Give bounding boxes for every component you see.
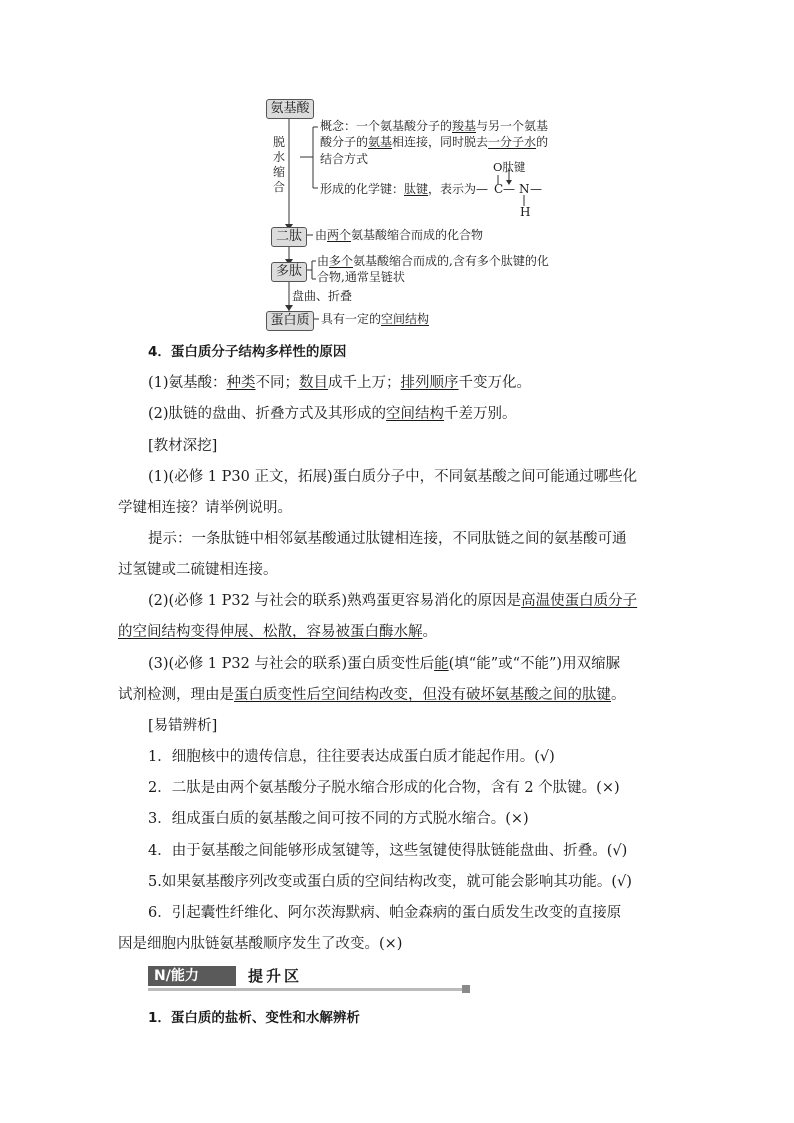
diagram-connectors [0, 0, 794, 340]
error-item-4: 4．由于氨基酸之间能够形成氢键等，这些氢键使得肽链能盘曲、折叠。(√) [148, 843, 628, 859]
question-2-line-2 [118, 622, 437, 642]
two-term: 两个 [327, 228, 352, 242]
dipeptide-box: 二肽 [271, 227, 307, 247]
bond-text: 形成的化学键： [320, 182, 405, 196]
error-item-6-line-2: 因是细胞内肽链氨基酸顺序发生了改变。(×) [118, 936, 403, 952]
answer-blank: 高温使蛋白质分子 [521, 593, 638, 609]
concept-text: 酸分子的 [320, 135, 369, 149]
answer-blank: 空间结构 [386, 406, 445, 422]
bond-line [320, 180, 488, 198]
improvement-section-label: 提升区 [248, 967, 303, 985]
protein-desc [321, 310, 429, 328]
bond-dash: — [503, 182, 515, 196]
folding-label: 盘曲、折叠 [292, 289, 353, 303]
concept-text: 相连接，同时脱去 [392, 135, 489, 149]
dipeptide-desc [315, 226, 483, 244]
amino-term: 氨基 [368, 135, 393, 149]
water-term: 一分子水 [488, 135, 537, 149]
question-2-line-1 [148, 591, 637, 611]
answer-blank: 种类 [226, 375, 256, 391]
polypeptide-box: 多肽 [271, 262, 307, 282]
concept-line-3: 结合方式 [320, 152, 369, 166]
text: 千差万别。 [444, 406, 517, 422]
dehydration-label [272, 135, 286, 195]
protein-box: 蛋白质 [266, 311, 314, 331]
question-1-line-2: 学键相连接？请举例说明。 [118, 500, 292, 516]
dehydration-char: 缩 [272, 165, 285, 179]
answer-blank: 蛋白质变性后空间结构改变，但没有破坏氨基酸之间的肽键 [234, 687, 611, 703]
section4-title: 4．蛋白质分子结构多样性的原因 [148, 344, 347, 360]
desc-text: 氨基酸缩合而成的化合物 [351, 228, 484, 242]
error-header: [易错辨析] [148, 718, 218, 734]
bond-formula-top: O肽键 [493, 160, 526, 174]
dehydration-char: 脱 [272, 135, 285, 149]
ability-banner [148, 966, 236, 986]
bond-nitrogen: N [519, 182, 530, 196]
answer-1-line-2: 过氢键或二硫键相连接。 [118, 562, 278, 578]
answer-blank: 能 [434, 656, 449, 672]
error-item-1: 1．细胞核中的遗传信息，往往要表达成蛋白质才能起作用。(√) [148, 749, 555, 765]
text: 试剂检测，理由是 [118, 687, 234, 703]
text: 千变万化。 [458, 375, 532, 391]
question-1-line-1: (1)(必修 1 P30 正文，拓展)蛋白质分子中，不同氨基酸之间可能通过哪些化 [148, 469, 638, 485]
text: 不同； [255, 375, 300, 391]
desc-text: 氨基酸缩合而成的,含有多个肽键的化 [353, 254, 549, 268]
text: (填“能”或“不能”)用双缩脲 [448, 656, 621, 672]
final-section-title: 1．蛋白质的盐析、变性和水解辨析 [148, 1010, 360, 1026]
question-3-line-2 [118, 685, 626, 705]
bond-dash: — [530, 182, 542, 196]
question-3-line-1 [148, 654, 620, 674]
spatial-structure-term: 空间结构 [381, 312, 430, 326]
textbook-header: [教材深挖] [148, 438, 218, 454]
text: (3)(必修 1 P32 与社会的联系)蛋白质变性后 [148, 656, 435, 672]
amino-acid-box: 氨基酸 [266, 99, 314, 119]
bond-text: ，表示为— [428, 182, 489, 196]
error-item-3: 3．组成蛋白质的氨基酸之间可按不同的方式脱水缩合。(×) [148, 811, 529, 827]
answer-blank: 的空间结构变得伸展、松散，容易被蛋白酶水解 [118, 624, 423, 640]
error-item-6-line-1: 6．引起囊性纤维化、阿尔茨海默病、帕金森病的蛋白质发生改变的直接原 [148, 905, 622, 921]
dehydration-text [272, 135, 286, 195]
answer-1-line-1: 提示：一条肽链中相邻氨基酸通过肽键相连接，不同肽链之间的氨基酸可通 [148, 531, 627, 547]
banner-text: N/能力 [154, 968, 199, 984]
many-term: 多个 [329, 254, 354, 268]
concept-text: 与另一个氨基 [476, 119, 549, 133]
text: (2)(必修 1 P32 与社会的联系)熟鸡蛋更容易消化的原因是 [148, 593, 522, 609]
text: (1)氨基酸： [148, 375, 227, 391]
peptide-bond-term: 肽键 [404, 182, 429, 196]
poly-desc-2: 合物,通常呈链状 [317, 270, 405, 284]
desc-text: 由 [317, 254, 330, 268]
answer-blank: 排列顺序 [400, 375, 459, 391]
dehydration-char: 合 [272, 180, 285, 194]
banner-underline [148, 988, 468, 991]
text: 。 [422, 624, 437, 640]
answer-blank: 数目 [299, 375, 329, 391]
concept-text: 的 [536, 135, 549, 149]
bond-carbon: C [494, 182, 504, 196]
banner-underline-end [462, 985, 470, 993]
desc-text: 由 [315, 228, 328, 242]
text: 。 [611, 687, 626, 703]
dehydration-char: 水 [272, 150, 285, 164]
s4-item-2 [148, 404, 517, 424]
error-item-5: 5.如果氨基酸序列改变或蛋白质的空间结构改变，就可能会影响其功能。(√) [148, 874, 632, 890]
text: 成千上万； [328, 375, 401, 391]
carboxyl-term: 羧基 [452, 119, 477, 133]
s4-item-1 [148, 373, 531, 393]
desc-text: 具有一定的 [321, 312, 382, 326]
text: (2)肽链的盘曲、折叠方式及其形成的 [148, 406, 387, 422]
concept-text: 概念：一个氨基酸分子的 [320, 119, 453, 133]
bond-hydrogen: H [520, 205, 531, 219]
error-item-2: 2．二肽是由两个氨基酸分子脱水缩合形成的化合物，含有 2 个肽键。(×) [148, 780, 620, 796]
concept-line-2 [320, 133, 548, 151]
